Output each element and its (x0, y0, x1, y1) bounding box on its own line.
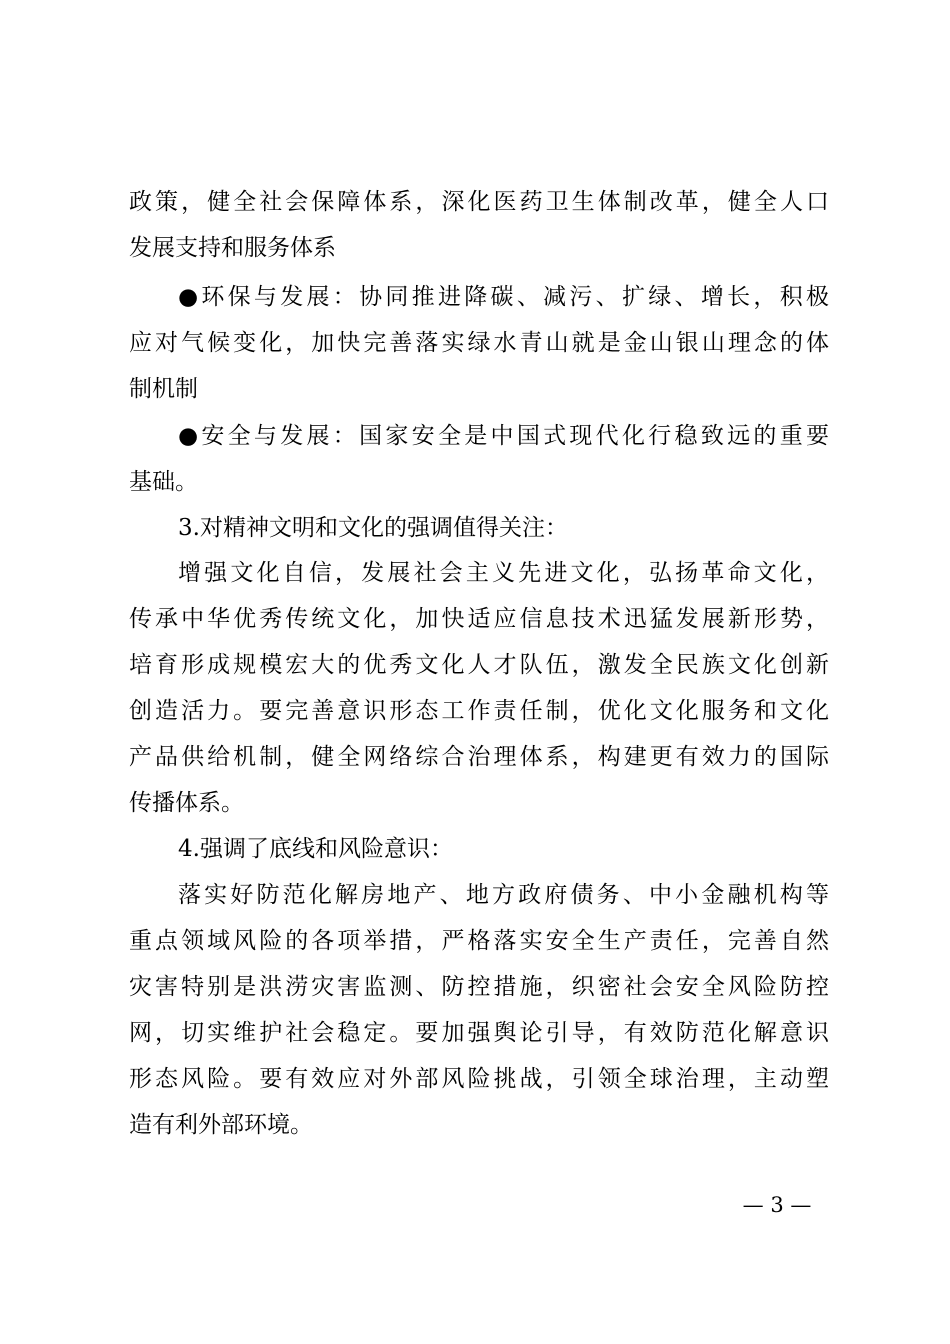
body-line: 造有利外部环境。 (129, 1112, 313, 1138)
body-line: 应对气候变化，加快完善落实绿水青山就是金山银山理念的体 (129, 330, 829, 356)
page-number: — 3 — (742, 1193, 812, 1217)
body-line: 重点领域风险的各项举措，严格落实安全生产责任，完善自然 (129, 928, 829, 954)
body-line: 传播体系。 (129, 790, 244, 816)
bullet-line: ●环保与发展：协同推进降碳、减污、扩绿、增长，积极 (178, 284, 829, 310)
body-line: 政策，健全社会保障体系，深化医药卫生体制改革，健全人口 (129, 189, 829, 215)
body-line: 创造活力。要完善意识形态工作责任制，优化文化服务和文化 (129, 698, 829, 724)
body-line: 灾害特别是洪涝灾害监测、防控措施，织密社会安全风险防控 (129, 974, 829, 1000)
body-line: 制机制 (129, 376, 198, 402)
body-line: 网，切实维护社会稳定。要加强舆论引导，有效防范化解意识 (129, 1020, 829, 1046)
body-line: 基础。 (129, 469, 198, 495)
body-line: 落实好防范化解房地产、地方政府债务、中小金融机构等 (178, 882, 829, 908)
section-heading: 3.对精神文明和文化的强调值得关注： (178, 515, 568, 541)
section-heading: 4.强调了底线和风险意识： (178, 836, 453, 862)
body-line: 形态风险。要有效应对外部风险挑战，引领全球治理，主动塑 (129, 1066, 829, 1092)
body-line: 培育形成规模宏大的优秀文化人才队伍，激发全民族文化创新 (129, 652, 829, 678)
bullet-line: ●安全与发展：国家安全是中国式现代化行稳致远的重要 (178, 423, 829, 449)
body-line: 传承中华优秀传统文化，加快适应信息技术迅猛发展新形势， (129, 606, 829, 632)
body-line: 增强文化自信，发展社会主义先进文化，弘扬革命文化， (178, 560, 829, 586)
body-line: 发展支持和服务体系 (129, 235, 336, 261)
body-line: 产品供给机制，健全网络综合治理体系，构建更有效力的国际 (129, 744, 829, 770)
